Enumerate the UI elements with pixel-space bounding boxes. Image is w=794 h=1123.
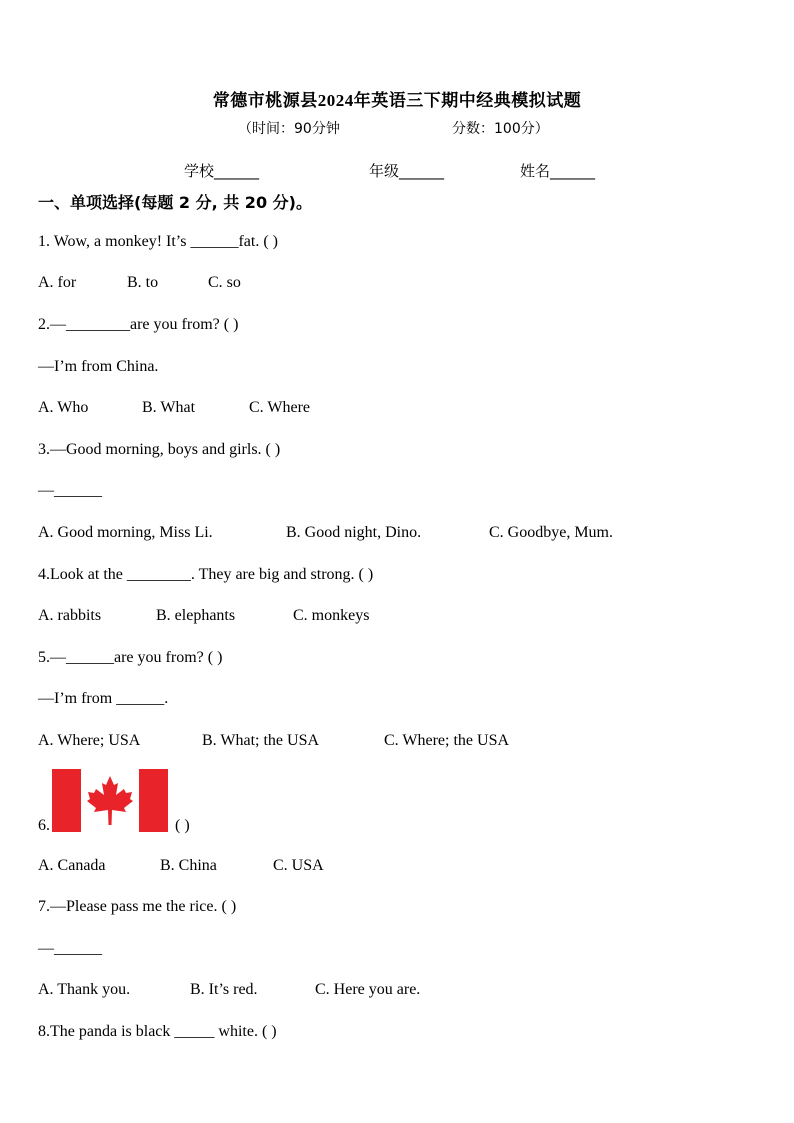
exam-time: （时间：90分钟 [238,121,340,137]
q1-option-a: A. for [38,274,77,291]
question-3: 3.—Good morning, boys and girls. ( ) [38,441,281,458]
exam-score: 分数：100分） [452,121,549,137]
grade-field: 年级______ [369,162,445,180]
q3-option-c: C. Goodbye, Mum. [489,524,613,541]
q3-option-a: A. Good morning, Miss Li. [38,524,213,541]
q4-option-a: A. rabbits [38,607,102,624]
q6-option-b: B. China [160,857,217,874]
q6-option-a: A. Canada [38,857,106,874]
question-6-number: 6. [38,817,50,834]
question-7: 7.—Please pass me the rice. ( ) [38,898,237,915]
q2-option-c: C. Where [249,399,311,416]
q1-option-b: B. to [127,274,159,291]
canada-flag-image [52,769,168,832]
question-2-reply: —I’m from China. [38,358,159,375]
page-title: 常德市桃源县2024年英语三下期中经典模拟试题 [212,91,582,110]
question-5-reply: —I’m from ______. [38,690,169,707]
question-2: 2.—________are you from? ( ) [38,316,239,333]
school-field: 学校______ [184,162,260,180]
q6-option-c: C. USA [273,857,324,874]
question-7-reply: —______ [38,940,102,957]
q7-option-a: A. Thank you. [38,981,131,998]
question-8: 8.The panda is black _____ white. ( ) [38,1023,277,1040]
q2-option-a: A. Who [38,399,89,416]
q1-option-c: C. so [208,274,241,291]
q5-option-a: A. Where; USA [38,732,141,749]
question-5: 5.—______are you from? ( ) [38,649,223,666]
section-title: 一、单项选择(每题 2 分, 共 20 分)。 [38,193,312,212]
q5-option-b: B. What; the USA [202,732,320,749]
q3-option-b: B. Good night, Dino. [286,524,422,541]
q7-option-b: B. It’s red. [190,981,258,998]
q4-option-c: C. monkeys [293,607,370,624]
q5-option-c: C. Where; the USA [384,732,510,749]
q7-option-c: C. Here you are. [315,981,421,998]
question-6-answer: ( ) [175,817,190,834]
question-1: 1. Wow, a monkey! It’s ______fat. ( ) [38,233,278,250]
q4-option-b: B. elephants [156,607,236,624]
question-3-reply: —______ [38,482,102,499]
name-field: 姓名______ [520,162,596,180]
q2-option-b: B. What [142,399,196,416]
question-4: 4.Look at the ________. They are big and strong. ( ) [38,566,374,583]
